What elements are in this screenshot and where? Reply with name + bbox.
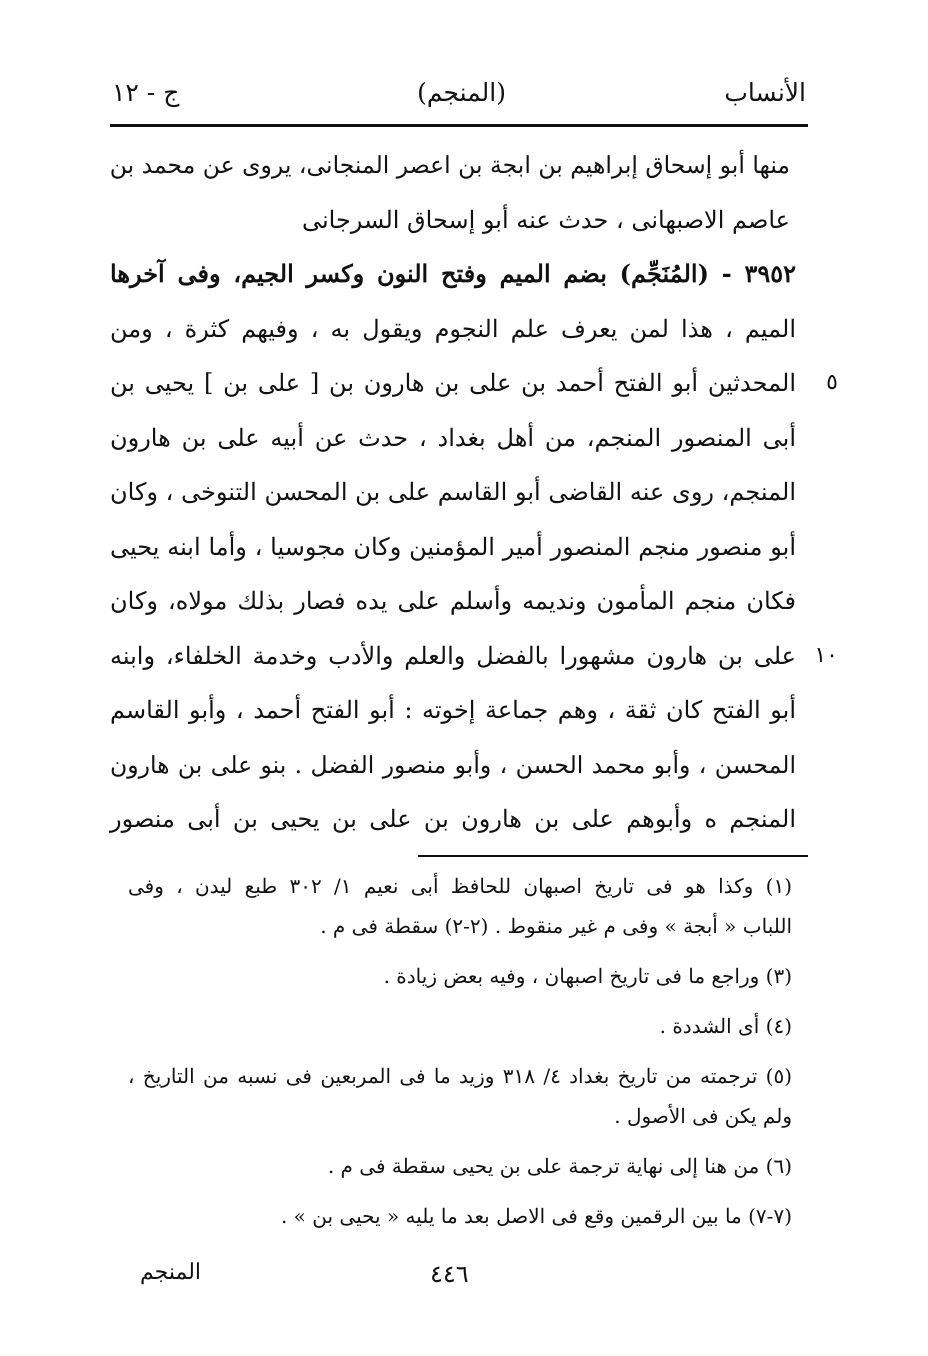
line-number: ١٠ [814,642,838,668]
footnote-line: (٤) أى الشددة . [659,1014,792,1038]
line-text: ٣٩٥٢ - (المُنَجِّم) بضم الميم وفتح النون وكسر الجيم، وفى آخرها [110,259,797,288]
text-line [110,738,810,793]
text-line [110,411,810,466]
text-line [110,629,838,684]
text-line [110,574,810,629]
footnote-line: (٦) من هنا إلى نهاية ترجمة على بن يحيى سقطة فى م . [327,1154,792,1178]
page-footer [110,1260,810,1300]
line-text: فكان منجم المأمون ونديمه وأسلم على يده فصار بذلك مولاه، وكان [110,587,796,615]
footnote-line: (٣) وراجع ما فى تاريخ اصبهان ، وفيه بعض زيادة . [383,964,792,988]
line-text: أبو منصور منجم المنصور أمير المؤمنين وكان مجوسيا ، وأما ابنه يحيى [110,532,796,561]
entry-heading-line [110,247,810,302]
text-line [110,792,810,847]
running-word: المنجم [140,1260,202,1285]
line-text: المنجم، روى عنه القاضى أبو القاسم على بن المحسن التنوخى ، وكان [110,478,796,506]
footnote-line: (١) وكذا هو فى تاريخ اصبهان للحافظ أبى نعيم ١/ ٣٠٢ طبع ليدن ، وفى [128,874,792,898]
section-title: (المنجم) [417,78,506,107]
footnote-rule [418,855,808,857]
footnote-line: (٧-٧) ما بين الرقمين وقع فى الاصل بعد ما يليه « يحيى بن » . [280,1204,792,1228]
text-line [110,138,810,193]
footnote-line: اللباب « أبجة » وفى م غير منقوط . (٢-٢) سقطة فى م . [320,914,792,938]
volume-number: ج - ١٢ [112,78,180,107]
text-line [110,683,810,738]
line-text: أبى المنصور المنجم، من أهل بغداد ، حدث عن أبيه على بن هارون [110,423,796,452]
text-line [110,193,810,248]
running-header [112,78,806,118]
line-text: المنجم ه وأبوهم على بن هارون بن على بن يحيى بن أبى منصور [110,805,796,833]
text-line [110,465,810,520]
text-line [110,356,838,411]
line-text: أبو الفتح كان ثقة ، وهم جماعة إخوته : أبو الفتح أحمد ، وأبو القاسم [110,696,796,724]
line-text: منها أبو إسحاق إبراهيم بن ابجة بن اعصر المنجانى، يروى عن محمد بن [109,151,790,179]
line-text: المحدثين أبو الفتح أحمد بن على بن هارون بن [ على بن ] يحيى بن [110,369,796,397]
text-line [110,302,810,357]
line-text: على بن هارون مشهورا بالفضل والعلم والأدب وخدمة الخلفاء، وابنه [110,641,796,670]
page-number: ٤٤٦ [430,1260,469,1288]
text-line [110,520,810,575]
line-text: الميم ، هذا لمن يعرف علم النجوم ويقول به ، وفيهم كثرة ، ومن [110,314,796,343]
book-title: الأنساب [724,78,806,107]
footnote-line: (٥) ترجمته من تاريخ بغداد ٤/ ٣١٨ وزيد ما فى المربعين فى نسبه من التاريخ ، [128,1064,792,1088]
line-text: عاصم الاصبهانى ، حدث عنه أبو إسحاق السرجانى [301,205,790,234]
header-rule [110,124,808,127]
main-text [109,138,838,847]
line-number: ٥ [826,370,838,395]
footnote-line: ولم يكن فى الأصول . [614,1104,792,1128]
footnotes [128,866,792,1236]
line-text: المحسن ، وأبو محمد الحسن ، وأبو منصور الفضل . بنو على بن هارون [110,750,796,779]
